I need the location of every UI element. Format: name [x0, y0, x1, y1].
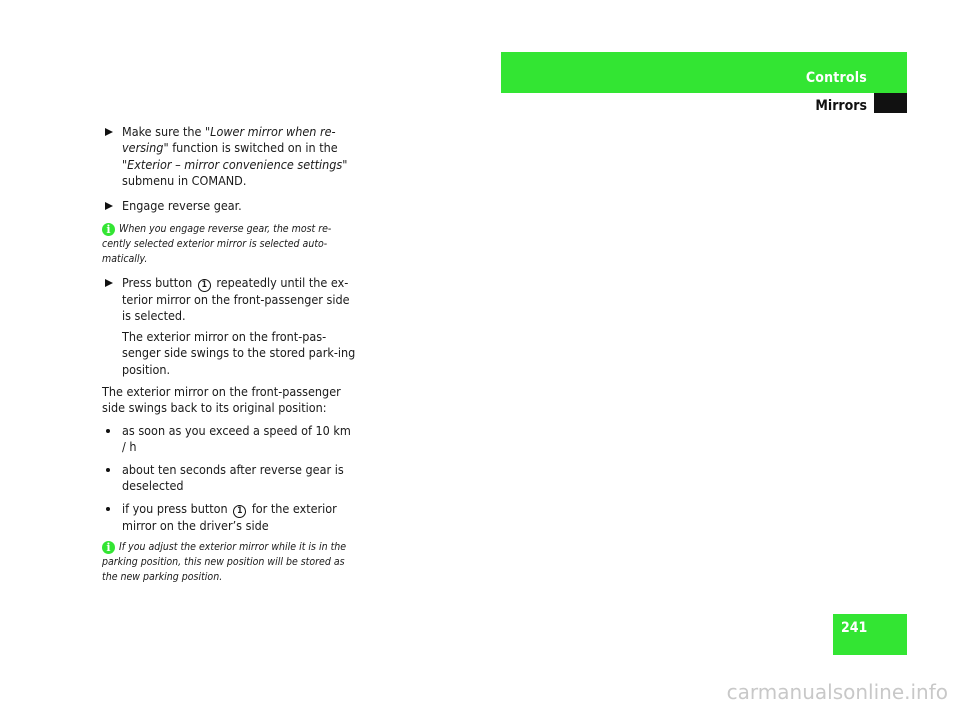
step-result: The exterior mirror on the front-pas-senger side swings to the stored park-ing position.: [122, 328, 356, 377]
bullet-icon: [106, 429, 110, 433]
list-item-text: as soon as you exceed a speed of 10 km / h: [122, 422, 351, 455]
page-number: 241: [841, 620, 868, 636]
list-item-text: for the exterior mirror on the driver’s side: [122, 500, 337, 533]
arrow-right-icon: [105, 202, 113, 210]
note-text: If you adjust the exterior mirror while it is in the parking position, this new position will be stored as the new parking position.: [102, 540, 347, 583]
step-text: repeatedly until the ex-terior mirror on the front-passenger side is selected.: [122, 275, 350, 324]
list-item: [102, 501, 358, 534]
step-text: submenu in COMAND.: [122, 173, 247, 189]
step-text: function is switched on in the: [168, 140, 338, 156]
note-text: When you engage reverse gear, the most re-cently selected exterior mirror is selected auto-matically.: [102, 223, 332, 266]
info-icon: i: [102, 541, 115, 554]
section-title: Controls: [805, 70, 867, 86]
bullet-icon: [106, 468, 110, 472]
instruction-step: [102, 124, 358, 190]
subsection-marker-block: [874, 93, 907, 113]
function-name: "Lower mirror when re-versing": [122, 124, 336, 156]
arrow-right-icon: [105, 128, 113, 136]
button-reference-icon: 1: [198, 279, 211, 292]
page-number-box: [833, 614, 907, 655]
submenu-name: "Exterior – mirror convenience settings": [122, 156, 348, 172]
watermark: carmanualsonline.info: [726, 680, 948, 704]
list-item: [102, 423, 358, 456]
list-item-text: about ten seconds after reverse gear is deselected: [122, 461, 344, 494]
info-icon: i: [102, 223, 115, 236]
step-text: Engage reverse gear.: [122, 197, 242, 213]
subsection-title: Mirrors: [815, 98, 867, 114]
step-text: Make sure the: [122, 124, 206, 139]
instruction-step: [102, 198, 358, 214]
paragraph: The exterior mirror on the front-passenger side swings back to its original position:: [102, 384, 341, 416]
page-content: [102, 124, 358, 593]
list-item: [102, 462, 358, 495]
instruction-step: [102, 275, 358, 325]
info-note: [102, 222, 358, 267]
arrow-right-icon: [105, 279, 113, 287]
step-text: Press button: [122, 275, 196, 291]
info-note: [102, 540, 358, 585]
bullet-icon: [106, 507, 110, 511]
button-reference-icon: 1: [233, 505, 246, 518]
list-item-text: if you press button: [122, 500, 232, 516]
section-header-bar: [501, 52, 907, 93]
subsection-header: [501, 93, 907, 113]
